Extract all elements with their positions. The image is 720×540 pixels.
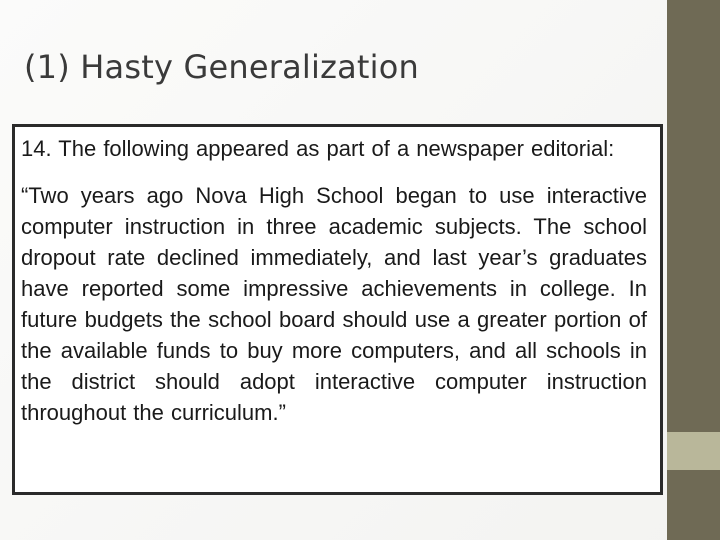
content-box bbox=[12, 124, 663, 495]
decorative-side-bar-accent bbox=[667, 432, 720, 470]
quote-paragraph: “Two years ago Nova High School began to use interactive computer instruction in three academic subjects. The school dropout rate declined immediately, and last year’s graduates have reported some impressive achievements in college. In future budgets the school board should use a greater portion of the available funds to buy more computers, and all schools in the district should adopt interactive computer instruction throughout the curriculum.” bbox=[21, 183, 647, 425]
slide-title: (1) Hasty Generalization bbox=[24, 48, 420, 86]
intro-paragraph: 14. The following appeared as part of a newspaper editorial: bbox=[21, 136, 615, 161]
